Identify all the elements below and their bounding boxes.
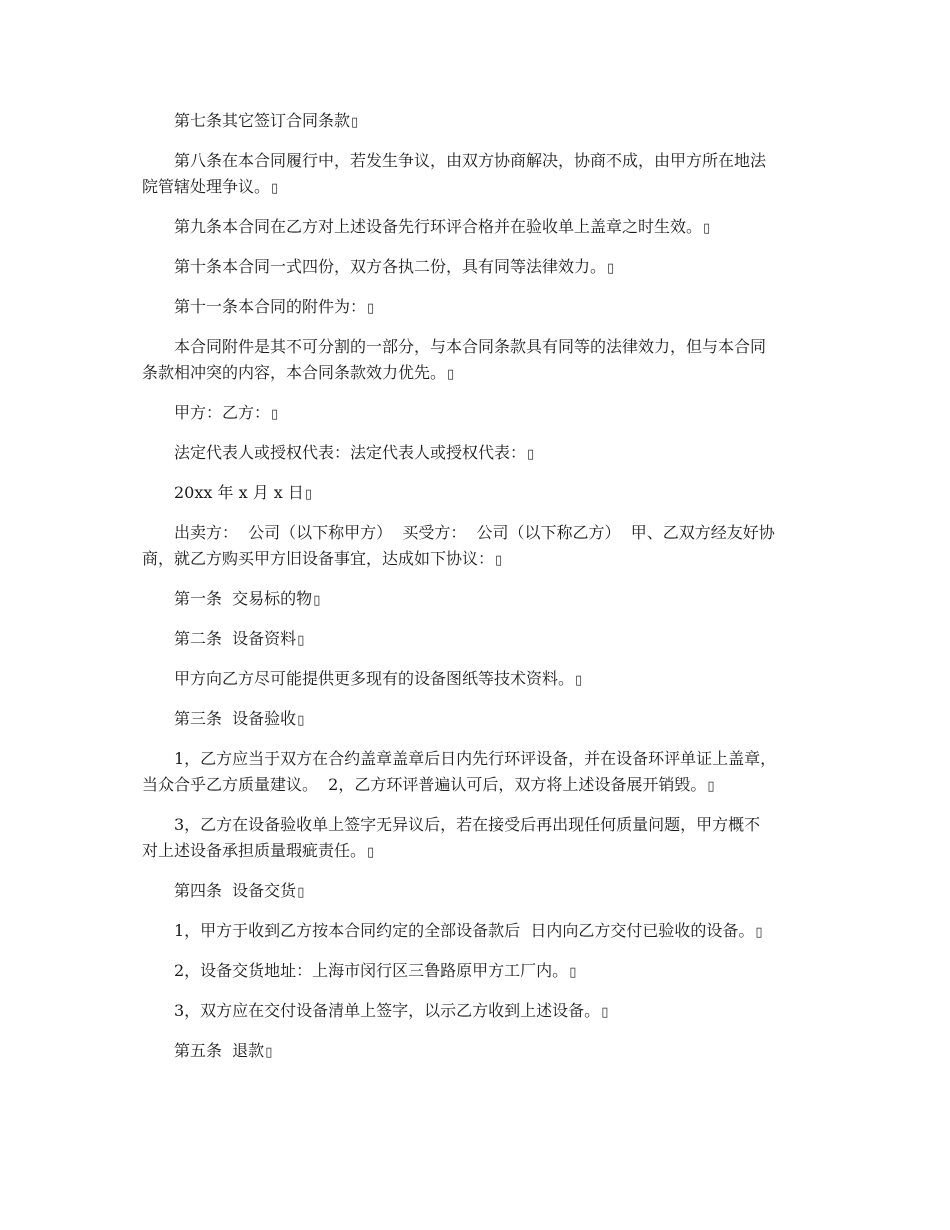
paragraph <box>142 706 812 734</box>
paragraph <box>142 746 812 800</box>
paragraph-text: 1，乙方应当于双方在合约盖章盖章后日内先行环评设备，并在设备环评单证上盖章， <box>174 749 777 768</box>
paragraph <box>142 878 812 906</box>
paragraph-mark-icon: ▯ <box>265 1045 273 1060</box>
paragraph-text: 第七条其它签订合同条款 <box>174 111 351 130</box>
paragraph <box>142 400 812 428</box>
paragraph <box>142 148 812 202</box>
paragraph-mark-icon: ▯ <box>297 633 305 648</box>
paragraph-line <box>142 998 812 1026</box>
paragraph-line <box>142 334 812 360</box>
paragraph-mark-icon: ▯ <box>297 713 305 728</box>
paragraph-line <box>142 772 812 800</box>
paragraph-mark-icon: ▯ <box>601 1005 609 1020</box>
paragraph-text: 3，双方应在交付设备清单上签字，以示乙方收到上述设备。 <box>174 1001 601 1020</box>
paragraph-text: 法定代表人或授权代表：法定代表人或授权代表： <box>174 443 527 462</box>
paragraph-mark-icon: ▯ <box>297 885 305 900</box>
paragraph-line <box>142 586 812 614</box>
paragraph-mark-icon: ▯ <box>313 593 321 608</box>
paragraph-text: 3，乙方在设备验收单上签字无异议后，若在接受后再出现任何质量问题，甲方概不 <box>174 815 761 834</box>
paragraph <box>142 958 812 986</box>
paragraph <box>142 480 812 508</box>
paragraph-line <box>142 294 812 322</box>
paragraph-line <box>142 546 812 574</box>
paragraph <box>142 520 812 574</box>
paragraph-text: 对上述设备承担质量瑕疵责任。 <box>142 841 367 860</box>
paragraph-text: 第十一条本合同的附件为： <box>174 297 367 316</box>
paragraph-text: 院管辖处理争议。 <box>142 177 271 196</box>
document-body <box>142 108 812 1078</box>
paragraph-mark-icon: ▯ <box>495 553 503 568</box>
paragraph-line <box>142 812 812 838</box>
paragraph-text: 本合同附件是其不可分割的一部分，与本合同条款具有同等的法律效力，但与本合同 <box>174 337 767 356</box>
paragraph-text: 第八条在本合同履行中，若发生争议，由双方协商解决，协商不成，由甲方所在地法 <box>174 151 767 170</box>
paragraph-text: 1，甲方于收到乙方按本合同约定的全部设备款后 日内向乙方交付已验收的设备。 <box>174 921 755 940</box>
paragraph <box>142 294 812 322</box>
paragraph <box>142 918 812 946</box>
paragraph-text: 甲方：乙方： <box>174 403 271 422</box>
paragraph-mark-icon: ▯ <box>607 261 615 276</box>
paragraph-text: 甲方向乙方尽可能提供更多现有的设备图纸等技术资料。 <box>174 669 575 688</box>
paragraph-text: 商，就乙方购买甲方旧设备事宜，达成如下协议： <box>142 549 495 568</box>
paragraph-line <box>142 174 812 202</box>
paragraph-line <box>142 108 812 136</box>
paragraph-text: 第五条 退款 <box>174 1041 265 1060</box>
paragraph-text: 2，设备交货地址：上海市闵行区三鲁路原甲方工厂内。 <box>174 961 569 980</box>
paragraph-line <box>142 520 812 546</box>
paragraph-mark-icon: ▯ <box>707 779 715 794</box>
paragraph-line <box>142 706 812 734</box>
paragraph-mark-icon: ▯ <box>367 301 375 316</box>
paragraph-line <box>142 1038 812 1066</box>
paragraph-text: 第一条 交易标的物 <box>174 589 313 608</box>
paragraph-mark-icon: ▯ <box>527 447 535 462</box>
paragraph-mark-icon: ▯ <box>271 181 279 196</box>
paragraph-text: 第九条本合同在乙方对上述设备先行环评合格并在验收单上盖章之时生效。 <box>174 217 703 236</box>
paragraph-line <box>142 480 812 508</box>
paragraph <box>142 998 812 1026</box>
paragraph-mark-icon: ▯ <box>703 221 711 236</box>
paragraph-text: 第四条 设备交货 <box>174 881 297 900</box>
paragraph-mark-icon: ▯ <box>304 487 313 502</box>
paragraph-mark-icon: ▯ <box>351 115 359 130</box>
paragraph-line <box>142 746 812 772</box>
paragraph-mark-icon: ▯ <box>575 673 583 688</box>
paragraph-line <box>142 214 812 242</box>
paragraph <box>142 108 812 136</box>
paragraph-text: 条款相冲突的内容，本合同条款效力优先。 <box>142 363 447 382</box>
paragraph-line <box>142 878 812 906</box>
paragraph-line <box>142 958 812 986</box>
paragraph-text: 第十条本合同一式四份，双方各执二份，具有同等法律效力。 <box>174 257 607 276</box>
paragraph-line <box>142 254 812 282</box>
paragraph-line <box>142 148 812 174</box>
paragraph-line <box>142 838 812 866</box>
paragraph-mark-icon: ▯ <box>569 965 577 980</box>
paragraph-text: 第三条 设备验收 <box>174 709 297 728</box>
paragraph <box>142 626 812 654</box>
paragraph <box>142 334 812 388</box>
paragraph <box>142 666 812 694</box>
paragraph <box>142 254 812 282</box>
paragraph-mark-icon: ▯ <box>271 407 279 422</box>
paragraph-text: 20xx 年 x 月 x 日 <box>174 483 304 502</box>
paragraph-text: 当众合乎乙方质量建议。 2，乙方环评普遍认可后，双方将上述设备展开销毁。 <box>142 775 707 794</box>
paragraph-line <box>142 360 812 388</box>
paragraph-mark-icon: ▯ <box>447 367 455 382</box>
paragraph <box>142 440 812 468</box>
paragraph-line <box>142 440 812 468</box>
paragraph-text: 第二条 设备资料 <box>174 629 297 648</box>
paragraph <box>142 586 812 614</box>
paragraph-mark-icon: ▯ <box>367 845 375 860</box>
paragraph-mark-icon: ▯ <box>755 925 763 940</box>
paragraph <box>142 812 812 866</box>
paragraph-text: 出卖方： 公司（以下称甲方） 买受方： 公司（以下称乙方） 甲、乙双方经友好协 <box>174 523 775 542</box>
paragraph-line <box>142 400 812 428</box>
paragraph-line <box>142 918 812 946</box>
paragraph-line <box>142 626 812 654</box>
paragraph <box>142 1038 812 1066</box>
paragraph <box>142 214 812 242</box>
paragraph-line <box>142 666 812 694</box>
